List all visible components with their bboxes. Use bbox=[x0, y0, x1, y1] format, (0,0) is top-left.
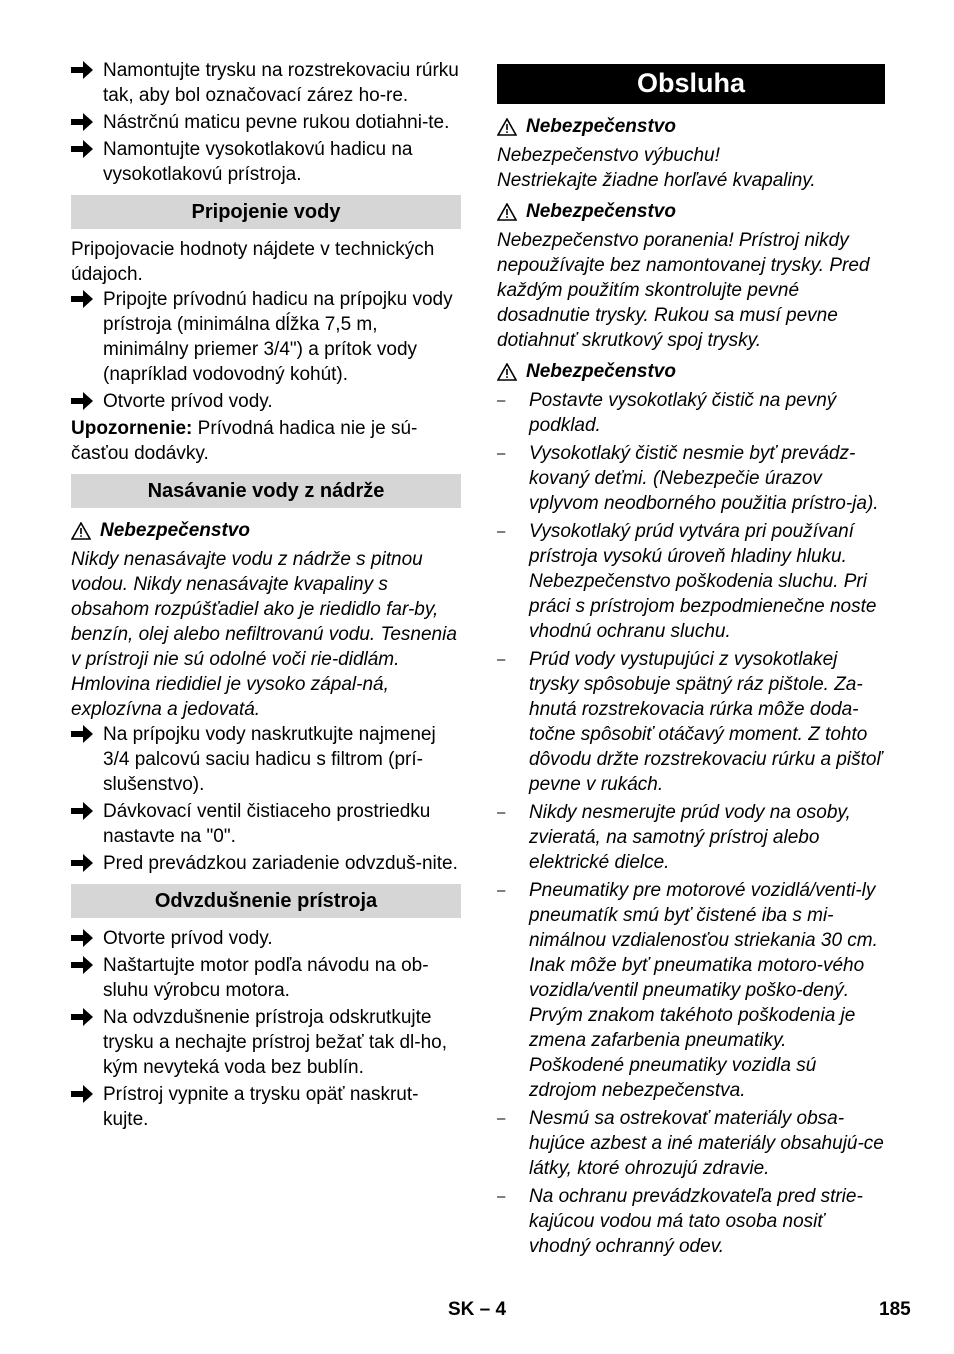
chapter-heading: Obsluha bbox=[497, 64, 885, 104]
list-item: – Postavte vysokotlaký čistič na pevný podklad. bbox=[497, 390, 837, 436]
section-heading-tank-suction: Nasávanie vody z nádrže bbox=[71, 474, 461, 508]
list-item: Namontujte trysku na rozstrekovaciu rúrku tak, aby bol označovací zárez ho-re. bbox=[71, 58, 461, 108]
warning-icon bbox=[497, 118, 517, 136]
left-column bbox=[71, 58, 461, 1134]
page-number: 185 bbox=[879, 1299, 911, 1320]
warning-icon bbox=[497, 363, 517, 381]
arrow-right-icon bbox=[71, 392, 93, 410]
arrow-right-icon bbox=[71, 140, 93, 158]
arrow-right-icon bbox=[71, 1008, 93, 1026]
list-item: Namontujte vysokotlakovú hadicu na vysokotlakovú prístroja. bbox=[71, 137, 461, 187]
list-item: Otvorte prívod vody. bbox=[71, 926, 461, 951]
section-page-label: SK – 4 bbox=[448, 1299, 507, 1320]
warning-heading: Nebezpečenstvo bbox=[497, 114, 885, 139]
list-item: Otvorte prívod vody. bbox=[71, 389, 461, 414]
hazard-list bbox=[497, 388, 885, 1259]
arrow-right-icon bbox=[71, 854, 93, 872]
list-item: – Nesmú sa ostrekovať materiály obsa-hujúce azbest a iné materiály obsahujú-ce látky, ktoré ohrozujú zdravie. bbox=[497, 1108, 884, 1179]
warning-icon bbox=[497, 203, 517, 221]
list-item: – Vysokotlaký čistič nesmie byť prevádz-kovaný deťmi. (Nebezpečie úrazov vplyvom neodborného použitia prístro-ja). bbox=[497, 443, 879, 514]
list-item: Pred prevádzkou zariadenie odvzduš-nite. bbox=[71, 851, 461, 876]
arrow-right-icon bbox=[71, 929, 93, 947]
warning-heading: Nebezpečenstvo bbox=[497, 199, 885, 224]
warning-icon bbox=[71, 522, 91, 540]
note: Upozornenie: Prívodná hadica nie je sú-časťou dodávky. bbox=[71, 418, 418, 464]
list-item: Pripojte prívodnú hadicu na prípojku vody prístroja (minimálna dĺžka 7,5 m, minimálny priemer 3/4") a prítok vody (napríklad vodovodný kohút). bbox=[71, 287, 461, 387]
warning-text: Nestriekajte žiadne horľavé kvapaliny. bbox=[497, 170, 816, 191]
warning-heading: Nebezpečenstvo bbox=[71, 518, 461, 543]
section-heading-venting: Odvzdušnenie prístroja bbox=[71, 884, 461, 918]
arrow-right-icon bbox=[71, 61, 93, 79]
arrow-right-icon bbox=[71, 802, 93, 820]
list-item: – Prúd vody vystupujúci z vysokotlakej trysky spôsobuje spätný ráz pištole. Za-hnutá rozstrekovacia rúrka môže doda-točne spôsobiť otáčavý moment. Z tohto dôvodu držte rozstrekovaciu rúrku a pištoľ pevne v rukách. bbox=[497, 649, 882, 795]
list-item: – Na ochranu prevádzkovateľa pred strie-kajúcou vodou má tato osoba nosiť vhodný ochranný odev. bbox=[497, 1186, 863, 1257]
section-heading-water-connection: Pripojenie vody bbox=[71, 195, 461, 229]
arrow-right-icon bbox=[71, 725, 93, 743]
list-item: Na prípojku vody naskrutkujte najmenej 3/4 palcovú saciu hadicu s filtrom (prí-slušenstvo). bbox=[71, 722, 461, 797]
arrow-right-icon bbox=[71, 956, 93, 974]
list-item: – Nikdy nesmerujte prúd vody na osoby, zvieratá, na samotný prístroj alebo elektrické dielce. bbox=[497, 802, 851, 873]
arrow-right-icon bbox=[71, 113, 93, 131]
list-item: – Vysokotlaký prúd vytvára pri používaní prístroja vysokú úroveň hladiny hluku. Nebezpečenstvo poškodenia sluchu. Pri práci s prístrojom bezpodmienečne noste vhodnú ochranu sluchu. bbox=[497, 521, 877, 642]
list-item: – Pneumatiky pre motorové vozidlá/venti-ly pneumatík smú byť čistené iba s mi-nimálnou vzdialenosťou striekania 30 cm. Inak môže byť pneumatika motoro-vého vozidla/ventil pneumatiky poško-dený. Prvým znakom takéhoto poškodenia je zmena zafarbenia pneumatiky. Poškodené pneumatiky vozidla sú zdrojom nebezpečenstva. bbox=[497, 880, 878, 1101]
warning-text: Nebezpečenstvo poranenia! Prístroj nikdy nepoužívajte bez namontovanej trysky. Pred každým použitím skontrolujte pevné dosadnutie trysky. Rukou sa musí pevne dotiahnuť skrutkový spoj trysky. bbox=[497, 230, 870, 351]
warning-text: Nebezpečenstvo výbuchu! bbox=[497, 145, 720, 166]
list-item: Na odvzdušnenie prístroja odskrutkujte trysku a nechajte prístroj bežať tak dl-ho, kým nevyteká voda bez bublín. bbox=[71, 1005, 461, 1080]
arrow-right-icon bbox=[71, 1085, 93, 1103]
warning-heading: Nebezpečenstvo bbox=[497, 359, 885, 384]
list-item: Naštartujte motor podľa návodu na ob-sluhu výrobcu motora. bbox=[71, 953, 461, 1003]
warning-text: Nikdy nenasávajte vodu z nádrže s pitnou vodou. Nikdy nenasávajte kvapaliny s obsahom rozpúšťadiel ako je riedidlo far-by, benzín, olej alebo nefiltrovanú vodu. Tesnenia v prístroji nie sú odolné voči rie-didlám. Hmlovina riedidiel je vysoko zápal-ná, explozívna a jedovatá. bbox=[71, 549, 457, 720]
list-item: Nástrčnú maticu pevne rukou dotiahni-te. bbox=[71, 110, 461, 135]
list-item: Dávkovací ventil čistiaceho prostriedku nastavte na "0". bbox=[71, 799, 461, 849]
list-item: Prístroj vypnite a trysku opäť naskrut-kujte. bbox=[71, 1082, 461, 1132]
paragraph: Pripojovacie hodnoty nájdete v technických údajoch. bbox=[71, 239, 435, 285]
arrow-right-icon bbox=[71, 290, 93, 308]
right-column bbox=[497, 58, 885, 1262]
